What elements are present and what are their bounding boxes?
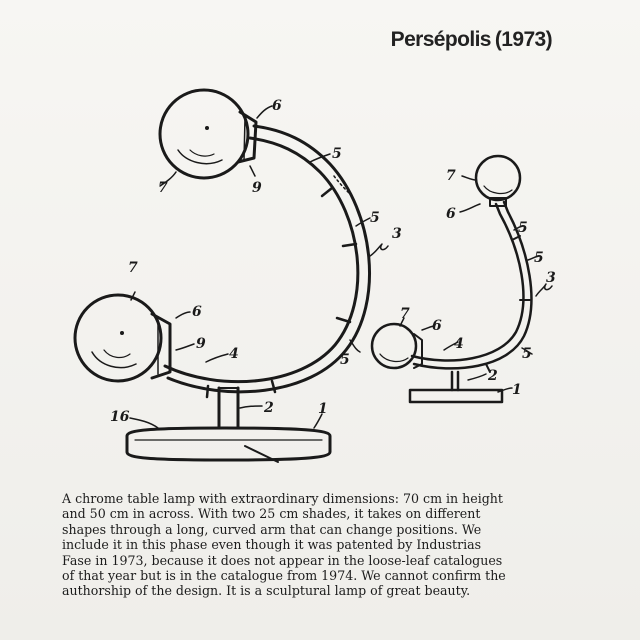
part-label: 9 xyxy=(196,336,206,352)
part-label: 2 xyxy=(264,400,274,416)
small-lamp-labels xyxy=(400,168,556,398)
part-label: 5 xyxy=(332,146,342,162)
description-line: Fase in 1973, because it does not appear in the loose-leaf catalogues xyxy=(62,552,503,568)
description-line: A chrome table lamp with extraordinary dimensions: 70 cm in height xyxy=(62,491,503,506)
part-label: 7 xyxy=(446,168,456,184)
part-label: 1 xyxy=(318,401,328,417)
part-label: 7 xyxy=(158,180,168,196)
part-label: 4 xyxy=(229,346,239,362)
description-text xyxy=(62,491,582,599)
part-label: 6 xyxy=(192,304,202,320)
description-line: authorship of the design. It is a sculptural lamp of great beauty. xyxy=(62,583,471,599)
part-label: 5 xyxy=(370,210,380,226)
small-lamp-illustration xyxy=(372,156,552,402)
description-line: and 50 cm in across. With two 25 cm shades, it takes on different xyxy=(62,506,481,522)
part-label: 3 xyxy=(392,226,402,242)
part-label: 16 xyxy=(110,409,130,425)
part-label: 3 xyxy=(546,270,556,286)
part-label: 5 xyxy=(518,220,528,236)
description-line: shapes through a long, curved arm that can change positions. We xyxy=(62,521,482,537)
lamp-year: (1973) xyxy=(494,28,552,51)
part-label: 5 xyxy=(534,250,544,266)
part-label: 5 xyxy=(522,346,532,362)
part-label: 9 xyxy=(252,180,262,196)
part-label: 1 xyxy=(512,382,522,398)
description-line: of that year but is in the catalogue from 1974. We cannot confirm the xyxy=(62,568,506,584)
part-label: 2 xyxy=(488,368,498,384)
description-line: include it in this phase even though it was patented by Industrias xyxy=(62,537,482,553)
part-label: 6 xyxy=(272,98,282,114)
part-label: 7 xyxy=(128,260,138,276)
part-label: 6 xyxy=(446,206,456,222)
part-label: 7 xyxy=(400,306,410,322)
part-label: 6 xyxy=(432,318,442,334)
part-label: 5 xyxy=(340,352,350,368)
part-label: 4 xyxy=(454,336,464,352)
lamp-name: Persépolis xyxy=(390,28,491,51)
